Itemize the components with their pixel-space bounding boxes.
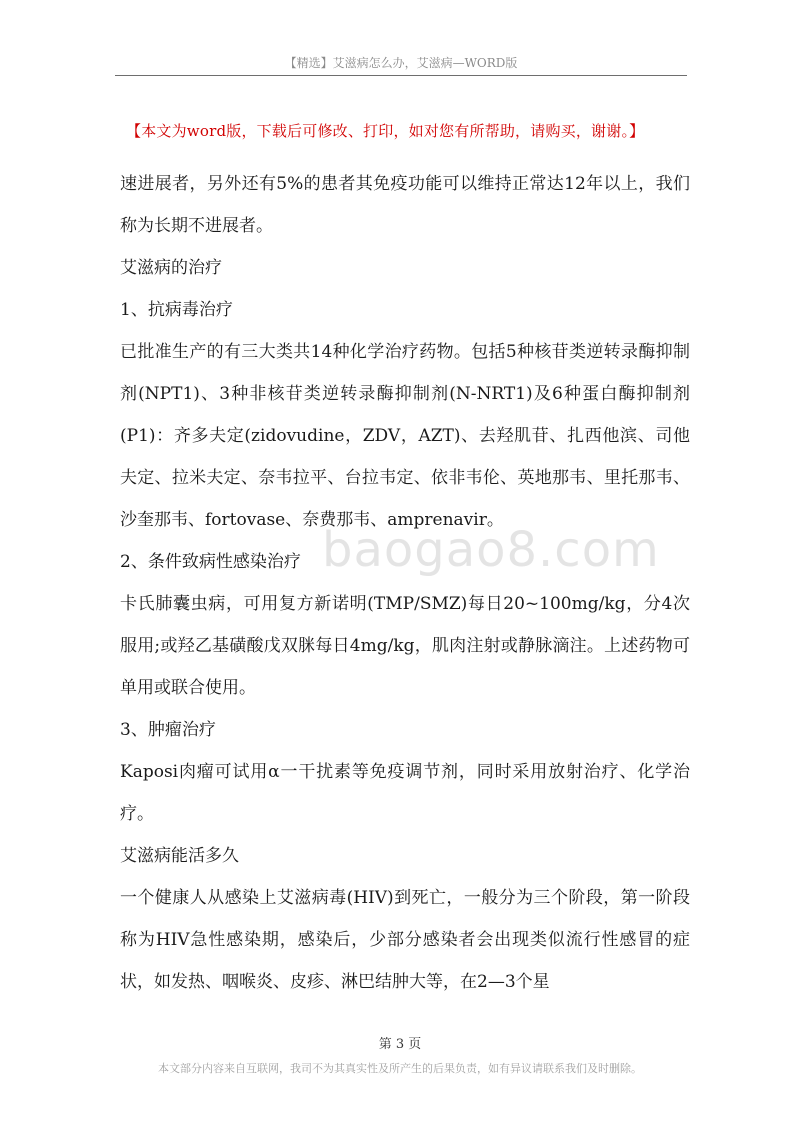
subsection-heading: 2、条件致病性感染治疗: [120, 552, 301, 572]
header-divider: [115, 75, 687, 76]
page-header-title: 【精选】艾滋病怎么办，艾滋病—WORD版: [284, 56, 518, 70]
body-paragraph: 一个健康人从感染上艾滋病毒(HIV)到死亡，一般分为三个阶段，第一阶段称为HIV急性感染期，感染后，少部分感染者会出现类似流行性感冒的症状，如发热、咽喉炎、皮疹、淋巴结肿大等，在2—3个星: [120, 888, 690, 992]
document-body: [120, 163, 690, 1003]
section-heading: 艾滋病能活多久: [120, 846, 239, 866]
subsection-heading: 1、抗病毒治疗: [120, 300, 233, 320]
footer-disclaimer: 本文部分内容来自互联网，我司不为其真实性及所产生的后果负责，如有异议请联系我们及时删除。: [158, 1062, 642, 1075]
body-paragraph: 已批准生产的有三大类共14种化学治疗药物。包括5种核苷类逆转录酶抑制剂(NPT1)、3种非核苷类逆转录酶抑制剂(N-NRT1)及6种蛋白酶抑制剂(P1)：齐多夫定(zidovudine，ZDV，AZT)、去羟肌苷、扎西他滨、司他夫定、拉米夫定、奈韦拉平、台拉韦定、依非韦伦、英地那韦、里托那韦、沙奎那韦、fortovase、奈费那韦、amprenavir。: [120, 342, 690, 530]
site-watermark: baogao8.com: [322, 522, 660, 578]
page-number: 第 3 页: [378, 1037, 422, 1052]
body-paragraph: Kaposi肉瘤可试用α一干扰素等免疫调节剂，同时采用放射治疗、化学治疗。: [120, 762, 690, 824]
subsection-heading: 3、肿瘤治疗: [120, 720, 216, 740]
section-heading: 艾滋病的治疗: [120, 258, 222, 278]
word-version-notice: 【本文为word版，下载后可修改、打印，如对您有所帮助，请购买，谢谢。】: [126, 122, 645, 140]
body-paragraph: 速进展者，另外还有5%的患者其免疫功能可以维持正常达12年以上，我们称为长期不进展者。: [120, 174, 690, 236]
body-paragraph: 卡氏肺囊虫病，可用复方新诺明(TMP/SMZ)每日20~100mg/kg，分4次服用;或羟乙基磺酸戊双脒每日4mg/kg，肌肉注射或静脉滴注。上述药物可单用或联合使用。: [120, 594, 690, 698]
